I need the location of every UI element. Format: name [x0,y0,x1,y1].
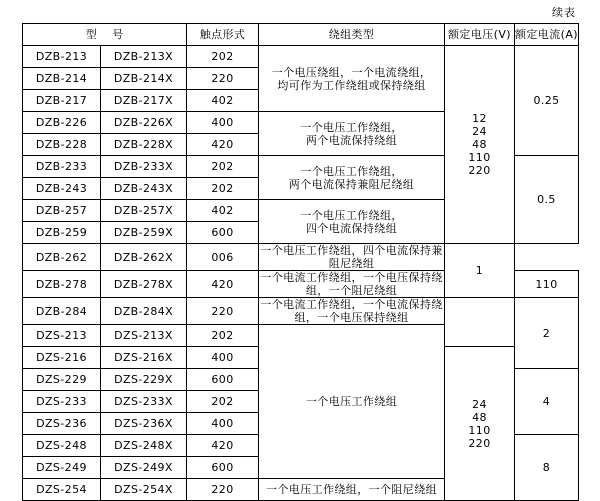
column-header-type: 型 号 [23,24,187,46]
cell-type1: DZS-213 [23,325,101,347]
cell-type2: DZB-214X [101,68,187,90]
cell-contact: 402 [187,200,259,222]
cell-type1: DZS-249 [23,457,101,479]
cell-type1: DZB-213 [23,46,101,68]
cell-winding: 一个电压工作绕组， 两个电流保持兼阻尼绕组 [259,156,445,200]
cell-contact: 420 [187,271,259,298]
cell-voltage: 24 48 110 220 [445,347,515,501]
cell-type2: DZB-257X [101,200,187,222]
cell-type1: DZB-233 [23,156,101,178]
cell-contact: 420 [187,134,259,156]
cell-winding: 一个电压工作绕组，四个电流保持兼阻尼绕组 [260,244,443,270]
cell-type1: DZB-226 [23,112,101,134]
column-header-current: 额定电流(A) [515,24,579,46]
cell-type2: DZS-229X [101,369,187,391]
table-row [23,298,579,325]
cell-voltage: 110 [515,271,579,298]
column-header-contact: 触点形式 [187,24,259,46]
cell-contact: 220 [187,479,259,501]
cell-winding: 一个电流工作绕组，一个电流保持绕组，一个电压保持绕组 [260,298,443,324]
cell-type2: DZS-248X [101,435,187,457]
cell-type2: DZB-262X [101,244,187,271]
cell-winding: 一个电压绕组，一个电流绕组， 均可作为工作绕组或保持绕组 [259,46,445,112]
cell-current: 1 [445,244,515,298]
cell-type2: DZB-228X [101,134,187,156]
cell-contact: 220 [187,298,259,325]
cell-contact: 600 [187,457,259,479]
cell-type2: DZB-259X [101,222,187,244]
cell-contact: 400 [187,413,259,435]
cell-contact: 202 [187,46,259,68]
cell-current: 4 [515,369,579,435]
cell-type2: DZB-217X [101,90,187,112]
cell-type2: DZB-233X [101,156,187,178]
cell-type2: DZS-254X [101,479,187,501]
cell-type2: DZS-216X [101,347,187,369]
cell-contact: 400 [187,347,259,369]
cell-winding: 一个电压工作绕组 [259,325,445,479]
cell-type1: DZB-262 [23,244,101,271]
cell-type1: DZB-284 [23,298,101,325]
cell-current: 8 [515,435,579,501]
cell-contact: 202 [187,178,259,200]
cell-type2: DZS-233X [101,391,187,413]
cell-contact: 202 [187,325,259,347]
cell-type2: DZB-226X [101,112,187,134]
table-row [23,46,579,68]
cell-voltage [445,298,515,347]
cell-current: 2 [515,298,579,369]
continuation-label: 续表 [552,6,576,19]
cell-type1: DZB-214 [23,68,101,90]
cell-type2: DZS-213X [101,325,187,347]
cell-contact: 202 [187,156,259,178]
cell-voltage: 12 24 48 110 220 [445,46,515,244]
cell-type1: DZS-216 [23,347,101,369]
cell-type1: DZB-217 [23,90,101,112]
specification-table [22,23,579,501]
cell-type2: DZB-284X [101,298,187,325]
cell-type1: DZS-254 [23,479,101,501]
cell-current: 0.25 [515,46,579,156]
cell-type1: DZS-233 [23,391,101,413]
cell-contact: 600 [187,369,259,391]
cell-type2: DZS-236X [101,413,187,435]
cell-type1: DZS-236 [23,413,101,435]
cell-type2: DZS-249X [101,457,187,479]
cell-contact: 600 [187,222,259,244]
cell-type2: DZB-278X [101,271,187,298]
table-row [23,244,579,271]
cell-type1: DZB-228 [23,134,101,156]
table-header-row [23,24,579,46]
table-body [23,46,579,501]
cell-type1: DZB-243 [23,178,101,200]
column-header-winding: 绕组类型 [259,24,445,46]
cell-winding: 一个电压工作绕组， 四个电流保持绕组 [259,200,445,244]
cell-contact: 006 [187,244,259,271]
cell-contact: 402 [187,90,259,112]
cell-type2: DZB-213X [101,46,187,68]
cell-contact: 202 [187,391,259,413]
cell-winding: 一个电压工作绕组，一个阻尼绕组 [259,479,445,501]
cell-type1: DZB-259 [23,222,101,244]
cell-winding: 一个电压工作绕组， 两个电流保持绕组 [259,112,445,156]
cell-winding: 一个电流工作绕组，一个电压保持绕组，一个阻尼绕组 [260,271,443,297]
cell-type1: DZB-278 [23,271,101,298]
cell-type1: DZS-229 [23,369,101,391]
cell-type2: DZB-243X [101,178,187,200]
cell-contact: 220 [187,68,259,90]
column-header-voltage: 额定电压(V) [445,24,515,46]
cell-current: 0.5 [515,156,579,244]
cell-type1: DZB-257 [23,200,101,222]
document-page [0,6,600,496]
cell-contact: 420 [187,435,259,457]
cell-type1: DZS-248 [23,435,101,457]
cell-contact: 400 [187,112,259,134]
